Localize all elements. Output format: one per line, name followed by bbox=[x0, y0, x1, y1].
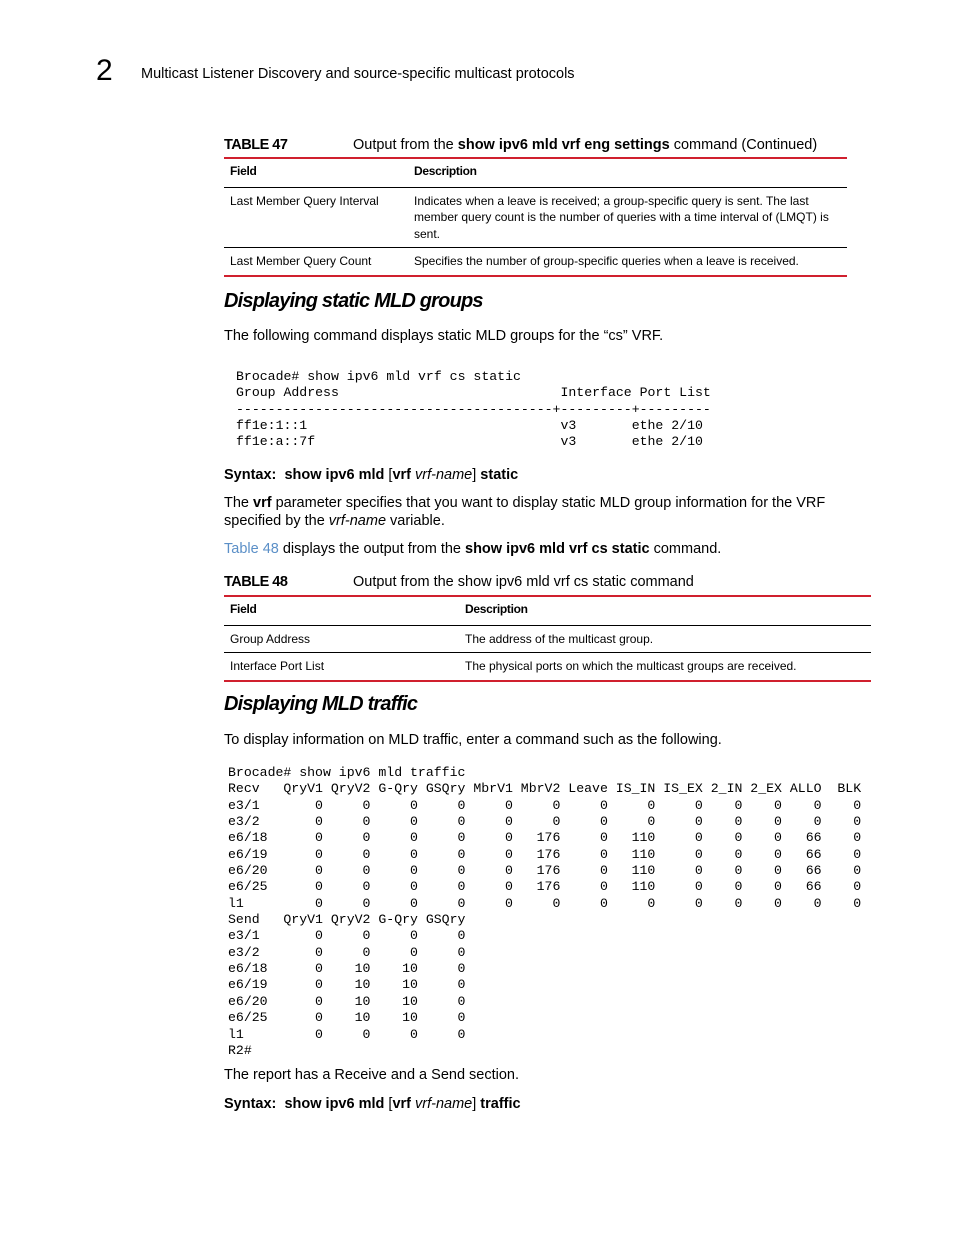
traffic-intro-text: To display information on MLD traffic, enter a command such as the following. bbox=[224, 732, 722, 748]
table-row bbox=[224, 248, 847, 276]
desc-text: The bbox=[224, 495, 254, 511]
syntax-keyword: traffic bbox=[480, 1096, 521, 1112]
table-row bbox=[224, 653, 871, 681]
mld-traffic-cli-output: Brocade# show ipv6 mld traffic Recv QryV1 QryV2 G-Qry GSQry MbrV1 MbrV2 Leave IS_IN IS_EX 2_IN 2_EX ALLO BLK e3/1 0 0 0 0 0 0 0 0 0 0 0 0 0 e3/2 0 0 0 0 0 0 0 0 0 0 0 0 0 e6/18 0 0 0 0 0 176 0 110 0 0 0 66 0 e6/19 0 0 0 0 0 176 0 110 0 0 0 66 0 e6/20 0 0 0 0 0 176 0 110 0 0 0 66 0 e6/25 0 0 0 0 0 176 0 110 0 0 0 66 0 l1 0 0 0 0 0 0 0 0 0 0 0 0 0 Send QryV1 QryV2 G-Qry GSQry e3/1 0 0 0 0 e3/2 0 0 0 0 e6/18 0 10 10 0 e6/19 0 10 10 0 e6/20 0 10 10 0 e6/25 0 10 10 0 l1 0 0 0 0 R2# bbox=[228, 765, 862, 1058]
table-row bbox=[224, 625, 871, 653]
ref-command: show ipv6 mld vrf cs static bbox=[465, 541, 650, 557]
table-48-title: Output from the show ipv6 mld vrf cs static command bbox=[353, 574, 694, 590]
desc-text: parameter specifies that you want to display static MLD group information for the VRF specified by the bbox=[224, 495, 826, 529]
syntax-bracket: [ bbox=[388, 1096, 393, 1112]
table-row bbox=[224, 187, 847, 248]
column-header-field: Field bbox=[224, 158, 408, 187]
syntax-vrf-keyword: vrf bbox=[392, 467, 411, 483]
table-48 bbox=[224, 595, 871, 682]
desc-text: variable. bbox=[386, 513, 445, 529]
field-cell: Group Address bbox=[224, 625, 459, 653]
table-48-reference bbox=[224, 540, 721, 558]
syntax-command: show ipv6 mld bbox=[284, 1096, 385, 1112]
field-cell: Interface Port List bbox=[224, 653, 459, 681]
table-47-caption bbox=[224, 136, 864, 154]
table-47-title-cmd: show ipv6 mld vrf eng settings bbox=[457, 137, 670, 153]
syntax-bracket: [ bbox=[388, 467, 393, 483]
section-heading-mld-traffic: Displaying MLD traffic bbox=[224, 693, 418, 715]
desc-vrf-keyword: vrf bbox=[253, 495, 272, 511]
report-description: The report has a Receive and a Send section. bbox=[224, 1067, 520, 1083]
syntax-variable: vrf-name bbox=[415, 467, 473, 483]
chapter-number: 2 bbox=[96, 54, 113, 87]
syntax-vrf-keyword: vrf bbox=[392, 1096, 411, 1112]
table-47-label: TABLE 47 bbox=[224, 137, 288, 153]
description-cell: Indicates when a leave is received; a group-specific query is sent. The last member query count is the number of queries with a time interval of (LMQT) is sent. bbox=[408, 187, 847, 248]
table-47 bbox=[224, 157, 847, 277]
table-47-title-post: command (Continued) bbox=[669, 137, 818, 153]
table-48-link[interactable]: Table 48 bbox=[224, 541, 279, 557]
table-47-title bbox=[353, 136, 817, 154]
syntax-variable: vrf-name bbox=[415, 1096, 473, 1112]
desc-variable: vrf-name bbox=[328, 513, 387, 529]
description-cell: The address of the multicast group. bbox=[459, 625, 871, 653]
syntax-command: show ipv6 mld bbox=[284, 467, 385, 483]
syntax-bracket: ] bbox=[472, 467, 477, 483]
syntax-keyword: static bbox=[480, 467, 519, 483]
table-48-caption bbox=[224, 573, 864, 591]
ref-text: displays the output from the bbox=[278, 541, 466, 557]
syntax-label: Syntax: bbox=[224, 467, 277, 483]
table-header-row bbox=[224, 596, 871, 625]
description-cell: The physical ports on which the multicast groups are received. bbox=[459, 653, 871, 681]
field-cell: Last Member Query Interval bbox=[224, 187, 408, 248]
syntax-traffic bbox=[224, 1095, 521, 1113]
column-header-description: Description bbox=[459, 596, 871, 625]
description-cell: Specifies the number of group-specific queries when a leave is received. bbox=[408, 248, 847, 276]
ref-text: command. bbox=[649, 541, 722, 557]
section-heading-static-groups: Displaying static MLD groups bbox=[224, 290, 483, 312]
column-header-description: Description bbox=[408, 158, 847, 187]
table-47-title-pre: Output from the bbox=[353, 137, 458, 153]
static-intro-text: The following command displays static MLD groups for the “cs” VRF. bbox=[224, 328, 664, 344]
field-cell: Last Member Query Count bbox=[224, 248, 408, 276]
chapter-title: Multicast Listener Discovery and source-specific multicast protocols bbox=[141, 66, 575, 82]
syntax-bracket: ] bbox=[472, 1096, 477, 1112]
vrf-parameter-description bbox=[224, 494, 844, 530]
syntax-static bbox=[224, 466, 518, 484]
column-header-field: Field bbox=[224, 596, 459, 625]
syntax-label: Syntax: bbox=[224, 1096, 277, 1112]
table-header-row bbox=[224, 158, 847, 187]
static-groups-cli-output: Brocade# show ipv6 mld vrf cs static Group Address Interface Port List ----------------------------------------+---------+--------- ff1e:1::1 v3 ethe 2/10 ff1e:a::7f v3 ethe 2/10 bbox=[236, 369, 711, 450]
table-48-label: TABLE 48 bbox=[224, 574, 288, 590]
